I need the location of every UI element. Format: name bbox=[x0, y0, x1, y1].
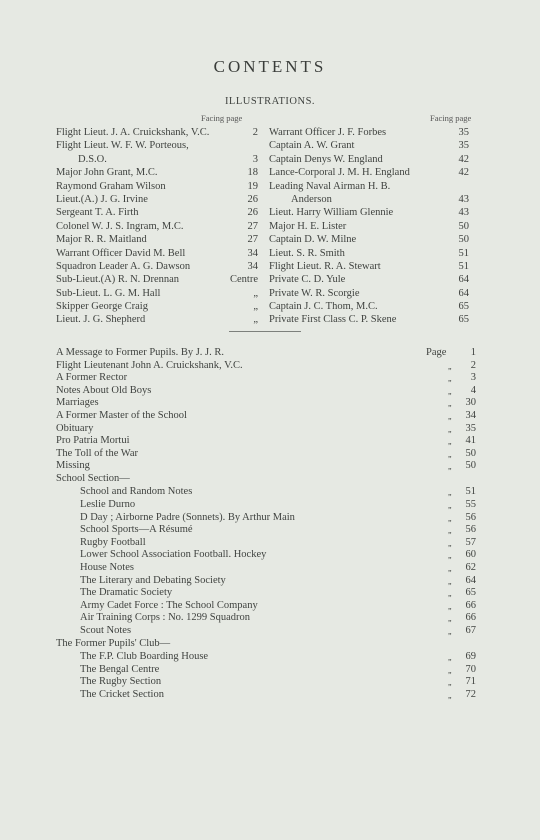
contents-entry bbox=[56, 676, 476, 689]
contents-entry bbox=[56, 410, 476, 423]
illustration-page: 51 bbox=[458, 247, 469, 259]
contents-title: Marriages bbox=[56, 397, 99, 409]
illustration-entry bbox=[269, 260, 469, 273]
illustration-page: 3 bbox=[252, 153, 258, 165]
ditto-mark: „ bbox=[448, 374, 452, 384]
illustration-name: Squadron Leader A. G. Dawson bbox=[56, 260, 191, 272]
illustration-page: 64 bbox=[458, 274, 469, 286]
illustration-entry bbox=[269, 180, 469, 193]
illustration-page: 35 bbox=[458, 140, 469, 152]
illustration-entry bbox=[56, 193, 258, 206]
contents-page-number: 69 bbox=[465, 651, 476, 663]
ditto-mark: „ bbox=[448, 449, 452, 459]
contents-entry bbox=[56, 486, 476, 499]
contents-title: The Cricket Section bbox=[80, 688, 164, 700]
contents-page-number: 71 bbox=[465, 676, 476, 688]
illustration-entry bbox=[269, 139, 469, 152]
contents-page-number: 62 bbox=[465, 562, 476, 573]
illustration-name: Major R. R. Maitland bbox=[56, 234, 147, 246]
contents-title: Scout Notes bbox=[80, 624, 132, 636]
illustration-entry bbox=[56, 300, 258, 313]
contents-title: The Former Pupils' Club— bbox=[56, 637, 171, 649]
illustration-page: 43 bbox=[458, 193, 469, 205]
contents-entry bbox=[56, 537, 476, 550]
contents-entry bbox=[56, 372, 476, 385]
contents-title: House Notes bbox=[80, 562, 134, 573]
illustration-entry bbox=[56, 247, 258, 260]
illustration-name: Anderson bbox=[291, 193, 332, 205]
facing-page-label-right: Facing page bbox=[430, 113, 472, 123]
illustration-entry bbox=[56, 313, 258, 326]
illustration-page: 19 bbox=[247, 180, 258, 192]
ditto-mark: „ bbox=[448, 551, 452, 561]
ditto-mark: „ bbox=[448, 488, 452, 498]
contents-entry bbox=[56, 549, 476, 562]
ditto-mark: „ bbox=[448, 690, 452, 700]
contents-title: School and Random Notes bbox=[80, 486, 193, 498]
illustration-name: Flight Lieut. J. A. Cruickshank, V.C. bbox=[56, 127, 210, 138]
illustration-page: 51 bbox=[458, 260, 469, 272]
illustration-entry bbox=[269, 206, 469, 219]
ditto-mark: „ bbox=[448, 576, 452, 586]
illustration-page: 26 bbox=[247, 193, 258, 205]
illustration-entry bbox=[56, 126, 258, 139]
illustration-entry bbox=[56, 206, 258, 219]
illustration-name: Lieut. J. G. Shepherd bbox=[56, 314, 146, 326]
illustration-entry bbox=[269, 313, 469, 326]
ditto-mark: „ bbox=[448, 614, 452, 624]
ditto-mark: „ bbox=[448, 462, 452, 472]
illustration-name: Raymond Graham Wilson bbox=[56, 180, 166, 192]
illustration-entry bbox=[56, 139, 258, 152]
illustration-entry bbox=[56, 220, 258, 233]
illustration-page: „ bbox=[253, 301, 258, 313]
contents-page-number: 51 bbox=[465, 486, 476, 498]
illustration-name: Private C. D. Yule bbox=[269, 274, 346, 286]
illustration-name: Captain Denys W. England bbox=[269, 153, 383, 165]
contents-title: Flight Lieutenant John A. Cruickshank, V.C. bbox=[56, 359, 243, 371]
contents-entry bbox=[56, 524, 476, 537]
illustration-page: 27 bbox=[247, 220, 258, 232]
illustration-entry bbox=[56, 273, 258, 286]
ditto-mark: „ bbox=[448, 538, 452, 548]
contents-page-number: 50 bbox=[465, 447, 476, 459]
section-divider bbox=[229, 331, 301, 332]
contents-title: School Section— bbox=[56, 472, 130, 484]
contents-entry bbox=[56, 473, 476, 487]
contents-entry bbox=[56, 638, 476, 652]
contents-entry bbox=[56, 664, 476, 677]
illustration-name: Colonel W. J. S. Ingram, M.C. bbox=[56, 220, 184, 232]
contents-entry bbox=[56, 347, 476, 360]
page-column-label: Page bbox=[426, 347, 447, 358]
illustration-entry bbox=[269, 273, 469, 286]
illustration-name: Captain A. W. Grant bbox=[269, 140, 355, 152]
illustration-entry bbox=[269, 166, 469, 179]
ditto-mark: „ bbox=[448, 526, 452, 536]
illustration-entry bbox=[56, 233, 258, 246]
contents-page-number: 70 bbox=[465, 663, 476, 675]
contents-entry bbox=[56, 448, 476, 461]
contents-page-number: 66 bbox=[465, 612, 476, 624]
illustration-page: „ bbox=[253, 287, 258, 299]
illustration-name: Private W. R. Scorgie bbox=[269, 287, 360, 299]
illustration-page: 27 bbox=[247, 234, 258, 246]
contents-page-number: 57 bbox=[465, 536, 476, 548]
contents-page-number: 67 bbox=[465, 624, 476, 636]
ditto-mark: „ bbox=[448, 665, 452, 675]
illustrations-right-column bbox=[269, 126, 469, 327]
illustration-page: 42 bbox=[458, 153, 469, 165]
contents-entry bbox=[56, 612, 476, 625]
contents-entry bbox=[56, 435, 476, 448]
contents-page-number: 1 bbox=[470, 347, 476, 358]
contents-title: The Toll of the War bbox=[56, 447, 139, 459]
contents-title: Notes About Old Boys bbox=[56, 384, 152, 396]
illustration-page: 2 bbox=[252, 127, 258, 138]
contents-title: The F.P. Club Boarding House bbox=[80, 651, 209, 663]
illustration-entry bbox=[56, 260, 258, 273]
illustration-page: 64 bbox=[458, 287, 469, 299]
facing-page-label-left: Facing page bbox=[201, 113, 243, 123]
contents-entry bbox=[56, 397, 476, 410]
contents-page-number: 34 bbox=[465, 409, 476, 421]
contents-page-number: 3 bbox=[470, 372, 476, 384]
illustration-entry bbox=[269, 247, 469, 260]
contents-page-number: 66 bbox=[465, 599, 476, 611]
illustration-name: Flight Lieut. W. F. W. Porteous, bbox=[56, 140, 189, 152]
ditto-mark: „ bbox=[448, 564, 452, 573]
ditto-mark: „ bbox=[448, 653, 452, 663]
illustration-page: 18 bbox=[247, 167, 258, 179]
ditto-mark: „ bbox=[448, 626, 452, 636]
contents-page-number: 4 bbox=[470, 384, 476, 396]
ditto-mark: „ bbox=[448, 386, 452, 396]
contents-entry bbox=[56, 625, 476, 638]
contents-page-number: 35 bbox=[465, 422, 476, 434]
ditto-mark: „ bbox=[448, 513, 452, 523]
illustration-page: „ bbox=[253, 314, 258, 326]
contents-entry bbox=[56, 460, 476, 473]
ditto-mark: „ bbox=[448, 678, 452, 688]
ditto-mark: „ bbox=[448, 437, 452, 447]
ditto-mark: „ bbox=[448, 361, 452, 371]
illustration-page: 26 bbox=[247, 207, 258, 219]
ditto-mark: „ bbox=[448, 411, 452, 421]
illustration-page: 65 bbox=[458, 314, 469, 326]
illustration-name: Flight Lieut. R. A. Stewart bbox=[269, 260, 381, 272]
contents-title: School Sports—A Résumé bbox=[80, 524, 193, 536]
illustration-entry bbox=[56, 166, 258, 179]
illustration-page: 50 bbox=[458, 220, 469, 232]
contents-page-number: 56 bbox=[465, 524, 476, 536]
illustration-page: 34 bbox=[247, 247, 258, 259]
contents-page-number: 2 bbox=[470, 359, 476, 371]
illustration-name: Captain D. W. Milne bbox=[269, 234, 357, 246]
illustration-name: Lieut. Harry William Glennie bbox=[269, 207, 394, 219]
illustration-page: 43 bbox=[458, 207, 469, 219]
illustration-entry bbox=[56, 180, 258, 193]
contents-title: Obituary bbox=[56, 422, 94, 434]
illustration-name: Warrant Officer David M. Bell bbox=[56, 247, 186, 259]
contents-page-number: 55 bbox=[465, 499, 476, 511]
illustration-entry bbox=[269, 300, 469, 313]
contents-entry bbox=[56, 600, 476, 613]
illustration-name: D.S.O. bbox=[78, 153, 107, 165]
illustrations-heading: ILLUSTRATIONS. bbox=[224, 96, 316, 107]
contents-title: D Day ; Airborne Padre (Sonnets). By Arthur Main bbox=[80, 511, 295, 523]
illustration-page: 65 bbox=[458, 301, 469, 313]
page-title: CONTENTS bbox=[213, 57, 327, 76]
illustration-entry bbox=[269, 233, 469, 246]
illustration-entry bbox=[269, 287, 469, 300]
contents-entry bbox=[56, 562, 476, 575]
illustration-name: Private First Class C. P. Skene bbox=[269, 314, 397, 326]
contents-title: Missing bbox=[56, 460, 90, 472]
illustration-entry bbox=[269, 193, 469, 206]
illustration-page: 42 bbox=[458, 167, 469, 179]
contents-entry bbox=[56, 575, 476, 588]
contents-title: Army Cadet Force : The School Company bbox=[80, 599, 258, 611]
illustration-page: 50 bbox=[458, 234, 469, 246]
contents-page-number: 72 bbox=[465, 688, 476, 700]
ditto-mark: „ bbox=[448, 501, 452, 511]
illustration-name: Lance-Corporal J. M. H. England bbox=[269, 167, 410, 179]
illustration-entry bbox=[269, 153, 469, 166]
illustration-name: Sergeant T. A. Firth bbox=[56, 207, 139, 219]
illustration-name: Sub-Lieut.(A) R. N. Drennan bbox=[56, 274, 180, 286]
illustration-entry bbox=[269, 220, 469, 233]
contents-entry bbox=[56, 587, 476, 600]
contents-list bbox=[56, 347, 476, 701]
contents-entry bbox=[56, 512, 476, 525]
illustration-name: Skipper George Craig bbox=[56, 301, 148, 313]
ditto-mark: „ bbox=[448, 601, 452, 611]
illustration-name: Sub-Lieut. L. G. M. Hall bbox=[56, 287, 161, 299]
illustration-name: Warrant Officer J. F. Forbes bbox=[269, 127, 387, 138]
contents-page-number: 50 bbox=[465, 460, 476, 472]
illustration-page: 35 bbox=[458, 127, 469, 138]
contents-page-number: 65 bbox=[465, 587, 476, 599]
illustration-name: Captain J. C. Thom, M.C. bbox=[269, 301, 378, 313]
contents-page-number: 41 bbox=[465, 435, 476, 447]
contents-page-number: 56 bbox=[465, 511, 476, 523]
contents-entry bbox=[56, 689, 476, 702]
illustration-entry bbox=[269, 126, 469, 139]
contents-title: The Dramatic Society bbox=[80, 587, 173, 599]
contents-title: Rugby Football bbox=[80, 536, 146, 548]
illustration-name: Major John Grant, M.C. bbox=[56, 167, 158, 179]
contents-title: The Literary and Debating Society bbox=[80, 574, 226, 586]
contents-page-number: 30 bbox=[465, 397, 476, 409]
ditto-mark: „ bbox=[448, 399, 452, 409]
illustration-name: Leading Naval Airman H. B. bbox=[269, 180, 391, 192]
illustration-entry bbox=[56, 153, 258, 166]
contents-page-number: 64 bbox=[465, 574, 476, 586]
illustration-name: Major H. E. Lister bbox=[269, 220, 347, 232]
ditto-mark: „ bbox=[448, 424, 452, 434]
ditto-mark: „ bbox=[448, 589, 452, 599]
contents-title: Leslie Durno bbox=[80, 499, 136, 511]
illustration-page: Centre bbox=[230, 274, 258, 286]
contents-title: Air Training Corps : No. 1299 Squadron bbox=[80, 612, 251, 624]
contents-title: A Former Master of the School bbox=[56, 409, 187, 421]
illustration-name: Lieut.(A.) J. G. Irvine bbox=[56, 193, 148, 205]
contents-title: Pro Patria Mortui bbox=[56, 435, 130, 447]
contents-title: A Former Rector bbox=[56, 372, 128, 384]
illustration-name: Lieut. S. R. Smith bbox=[269, 247, 345, 259]
contents-title: Lower School Association Football. Hockey bbox=[80, 549, 267, 561]
contents-title: The Bengal Centre bbox=[80, 663, 160, 675]
contents-entry bbox=[56, 499, 476, 512]
illustration-page: 34 bbox=[247, 260, 258, 272]
illustration-entry bbox=[56, 287, 258, 300]
contents-entry bbox=[56, 651, 476, 664]
contents-title: The Rugby Section bbox=[80, 676, 162, 688]
contents-title: A Message to Former Pupils. By J. J. R. bbox=[56, 347, 225, 358]
contents-entry bbox=[56, 385, 476, 398]
contents-entry bbox=[56, 360, 476, 373]
contents-entry bbox=[56, 423, 476, 436]
illustrations-left-column bbox=[56, 126, 258, 327]
contents-page-number: 60 bbox=[465, 549, 476, 561]
